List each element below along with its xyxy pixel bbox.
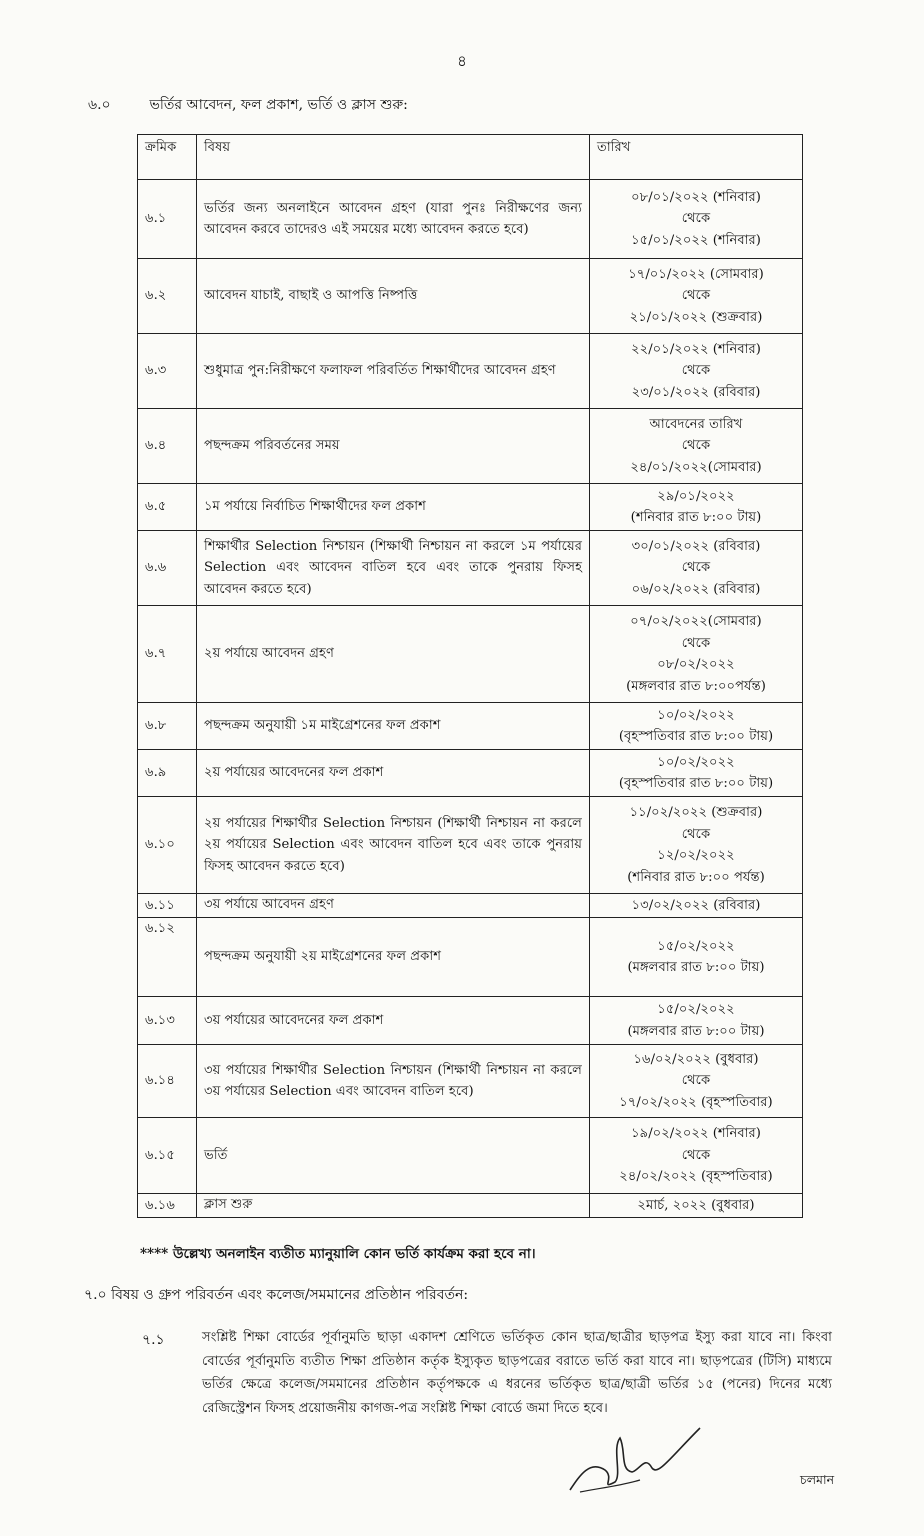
- page-number: ৪: [457, 52, 467, 70]
- admission-schedule-table: [137, 134, 803, 1218]
- row-subject: পছন্দক্রম পরিবর্তনের সময়: [197, 409, 590, 484]
- row-date: [590, 334, 803, 409]
- date-line: থেকে: [681, 560, 711, 576]
- row-serial: ৬.২: [138, 259, 197, 334]
- date-line: ১১/০২/২০২২ (শুক্রবার): [629, 805, 763, 820]
- header-date: তারিখ: [590, 135, 803, 180]
- row-serial: ৬.১৩: [138, 997, 197, 1045]
- date-line: থেকে: [681, 1147, 711, 1163]
- date-line: ২৩/০১/২০২২ (রবিবার): [631, 384, 761, 400]
- date-line: ২২/০১/২০২২ (শনিবার): [631, 341, 761, 357]
- row-subject: ২য় পর্যায়ের শিক্ষার্থীর Selection নিশ্চায়ন (শিক্ষার্থী নিশ্চায়ন না করলে ২য় পর্যায়ের Selection এবং আবেদন বাতিল হবে এবং তাকে পুনরায় ফিসহ আবেদন করতে হবে): [197, 797, 590, 894]
- date-line: ২মার্চ, ২০২২ (বুধবার): [637, 1197, 755, 1213]
- section-6-number: ৬.০: [88, 97, 111, 113]
- date-line: ২১/০১/২০২২ (শুক্রবার): [629, 309, 763, 325]
- date-line: ০৮/০১/২০২২ (শনিবার): [631, 189, 761, 205]
- date-line: থেকে: [681, 826, 711, 842]
- table-row: [138, 259, 803, 334]
- row-date: [590, 918, 803, 997]
- table-row: [138, 997, 803, 1045]
- row-date: [590, 797, 803, 894]
- row-subject: ২য় পর্যায়ে আবেদন গ্রহণ: [197, 606, 590, 703]
- row-date: [590, 531, 803, 606]
- row-date: [590, 409, 803, 484]
- row-date: [590, 180, 803, 259]
- date-line: ১০/০২/২০২২: [657, 754, 735, 770]
- date-line: (মঙ্গলবার রাত ৮:০০ টায়): [627, 1023, 765, 1039]
- header-serial: ক্রমিক: [138, 135, 197, 180]
- row-serial: ৬.৭: [138, 606, 197, 703]
- table-row: [138, 797, 803, 894]
- date-line: ০৮/০২/২০২২: [657, 657, 735, 672]
- date-line: (শনিবার রাত ৮:০০ টায়): [630, 510, 762, 525]
- row-date: [590, 997, 803, 1045]
- row-subject: শিক্ষার্থীর Selection নিশ্চায়ন (শিক্ষার্থী নিশ্চায়ন না করলে ১ম পর্যায়ের Selection এবং আবেদন বাতিল হবে এবং তাকে পুনরায় ফিসহ আবেদন করতে হবে): [197, 531, 590, 606]
- date-line: ১৭/০২/২০২২ (বৃহস্পতিবার): [619, 1094, 773, 1110]
- date-line: ২৪/০১/২০২২(সোমবার): [630, 459, 762, 475]
- table-row: [138, 1194, 803, 1218]
- continued-label: চলমান: [800, 1472, 835, 1487]
- row-date: [590, 1118, 803, 1194]
- date-line: ১৫/০২/২০২২: [657, 1002, 735, 1017]
- row-serial: ৬.৩: [138, 334, 197, 409]
- date-line: ১৭/০১/২০২২ (সোমবার): [628, 266, 764, 282]
- date-line: (মঙ্গলবার রাত ৮:০০ টায়): [627, 960, 765, 975]
- row-subject: শুধুমাত্র পুন:নিরীক্ষণে ফলাফল পরিবর্তিত শিক্ষার্থীদের আবেদন গ্রহণ: [197, 334, 590, 409]
- row-serial: ৬.৯: [138, 750, 197, 797]
- row-date: [590, 750, 803, 797]
- date-line: থেকে: [681, 363, 711, 379]
- row-date: [590, 606, 803, 703]
- row-subject: পছন্দক্রম অনুযায়ী ১ম মাইগ্রেশনের ফল প্রকাশ: [197, 703, 590, 750]
- row-date: [590, 484, 803, 531]
- row-subject: ৩য় পর্যায়ের আবেদনের ফল প্রকাশ: [197, 997, 590, 1045]
- section-6-title: ভর্তির আবেদন, ফল প্রকাশ, ভর্তি ও ক্লাস শুরু:: [149, 97, 408, 113]
- row-subject: ৩য় পর্যায়ে আবেদন গ্রহণ: [197, 894, 590, 918]
- online-only-note: **** উল্লেখ্য অনলাইন ব্যতীত ম্যানুয়ালি কোন ভর্তি কার্যক্রম করা হবে না।: [140, 1246, 536, 1262]
- table-row: [138, 703, 803, 750]
- date-line: ১৩/০২/২০২২ (রবিবার): [631, 897, 761, 913]
- row-date: [590, 1045, 803, 1118]
- row-serial: ৬.৬: [138, 531, 197, 606]
- schedule-body: [138, 180, 803, 1218]
- row-serial: ৬.৮: [138, 703, 197, 750]
- row-date: [590, 1194, 803, 1218]
- date-line: ১৫/০২/২০২২: [657, 938, 735, 954]
- table-row: [138, 1045, 803, 1118]
- date-line: ০৬/০২/২০২২ (রবিবার): [631, 581, 761, 597]
- table-row: [138, 531, 803, 606]
- row-subject: আবেদন যাচাই, বাছাই ও আপত্তি নিষ্পত্তি: [197, 259, 590, 334]
- date-line: ০৭/০২/২০২২(সোমবার): [630, 614, 762, 629]
- row-subject: ক্লাস শুরু: [197, 1194, 590, 1218]
- row-serial: ৬.১৫: [138, 1118, 197, 1194]
- date-line: ২৯/০১/২০২২: [657, 488, 735, 504]
- row-date: [590, 894, 803, 918]
- row-serial: ৬.৪: [138, 409, 197, 484]
- row-subject: ভর্তি: [197, 1118, 590, 1194]
- date-line: (শনিবার রাত ৮:০০ পর্যন্ত): [627, 869, 765, 885]
- row-serial: ৬.১৪: [138, 1045, 197, 1118]
- date-line: ১২/০২/২০২২: [657, 848, 735, 863]
- table-row: [138, 750, 803, 797]
- date-line: থেকে: [681, 288, 711, 304]
- section-7-1-text: সংশ্লিষ্ট শিক্ষা বোর্ডের পূর্বানুমতি ছাড়া একাদশ শ্রেণিতে ভর্তিকৃত কোন ছাত্র/ছাত্রীর ছাড়পত্র ইস্যু করা যাবে না। কিংবা বোর্ডের পূর্বানুমতি ব্যতীত শিক্ষা প্রতিষ্ঠান কর্তৃক ইস্যুকৃত ছাড়পত্রের বরাতে ভর্তি করা যাবে না। ছাড়পত্রের (টিসি) মাধ্যমে ভর্তির ক্ষেত্রে কলেজ/সমমানের প্রতিষ্ঠান কর্তৃপক্ষকে এ ধরনের ভর্তিকৃত ছাত্র/ছাত্রী ভর্তির ১৫ (পনের) দিনের মধ্যে রেজিস্ট্রেশন ফিসহ প্রয়োজনীয় কাগজ-পত্র সংশ্লিষ্ট শিক্ষা বোর্ডে জমা দিতে হবে।: [202, 1330, 832, 1416]
- date-line: (মঙ্গলবার রাত ৮:০০পর্যন্ত): [626, 678, 766, 694]
- section-7-heading: ৭.০ বিষয় ও গ্রুপ পরিবর্তন এবং কলেজ/সমমানের প্রতিষ্ঠান পরিবর্তন:: [84, 1287, 469, 1303]
- table-row: [138, 334, 803, 409]
- row-serial: ৬.১২: [138, 918, 197, 997]
- date-line: (বৃহস্পতিবার রাত ৮:০০ টায়): [618, 729, 774, 744]
- date-line: ১০/০২/২০২২: [657, 707, 735, 723]
- date-line: থেকে: [681, 635, 711, 651]
- date-line: থেকে: [681, 438, 711, 454]
- date-line: ৩০/০১/২০২২ (রবিবার): [631, 538, 761, 554]
- row-serial: ৬.৫: [138, 484, 197, 531]
- row-subject: ১ম পর্যায়ে নির্বাচিত শিক্ষার্থীদের ফল প্রকাশ: [197, 484, 590, 531]
- date-line: থেকে: [681, 211, 711, 227]
- row-subject: ২য় পর্যায়ের আবেদনের ফল প্রকাশ: [197, 750, 590, 797]
- row-subject: পছন্দক্রম অনুযায়ী ২য় মাইগ্রেশনের ফল প্রকাশ: [197, 918, 590, 997]
- date-line: ১৯/০২/২০২২ (শনিবার): [631, 1126, 761, 1142]
- row-subject: ভর্তির জন্য অনলাইনে আবেদন গ্রহণ (যারা পুনঃ নিরীক্ষণের জন্য আবেদন করবে তাদেরও এই সময়ের মধ্যে আবেদন করতে হবে): [197, 180, 590, 259]
- row-serial: ৬.১৬: [138, 1194, 197, 1218]
- date-line: ২৪/০২/২০২২ (বৃহস্পতিবার): [619, 1169, 773, 1185]
- table-row: [138, 918, 803, 997]
- signature: [560, 1420, 710, 1505]
- date-line: (বৃহস্পতিবার রাত ৮:০০ টায়): [618, 776, 774, 791]
- table-row: [138, 894, 803, 918]
- date-line: ১৬/০২/২০২২ (বুধবার): [633, 1051, 759, 1067]
- table-row: [138, 484, 803, 531]
- date-line: আবেদনের তারিখ: [649, 416, 743, 432]
- table-row: [138, 409, 803, 484]
- row-subject: ৩য় পর্যায়ের শিক্ষার্থীর Selection নিশ্চায়ন (শিক্ষার্থী নিশ্চায়ন না করলে ৩য় পর্যায়ের Selection এবং আবেদন বাতিল হবে): [197, 1045, 590, 1118]
- section-6-heading: [88, 93, 408, 117]
- table-row: [138, 606, 803, 703]
- table-row: [138, 1118, 803, 1194]
- date-line: থেকে: [681, 1073, 711, 1089]
- header-subject: বিষয়: [197, 135, 590, 180]
- row-serial: ৬.১০: [138, 797, 197, 894]
- row-date: [590, 259, 803, 334]
- row-serial: ৬.১: [138, 180, 197, 259]
- table-row: [138, 180, 803, 259]
- date-line: ১৫/০১/২০২২ (শনিবার): [631, 232, 761, 248]
- row-serial: ৬.১১: [138, 894, 197, 918]
- row-date: [590, 703, 803, 750]
- section-7-1-number: ৭.১: [142, 1332, 165, 1348]
- table-header-row: [138, 135, 803, 180]
